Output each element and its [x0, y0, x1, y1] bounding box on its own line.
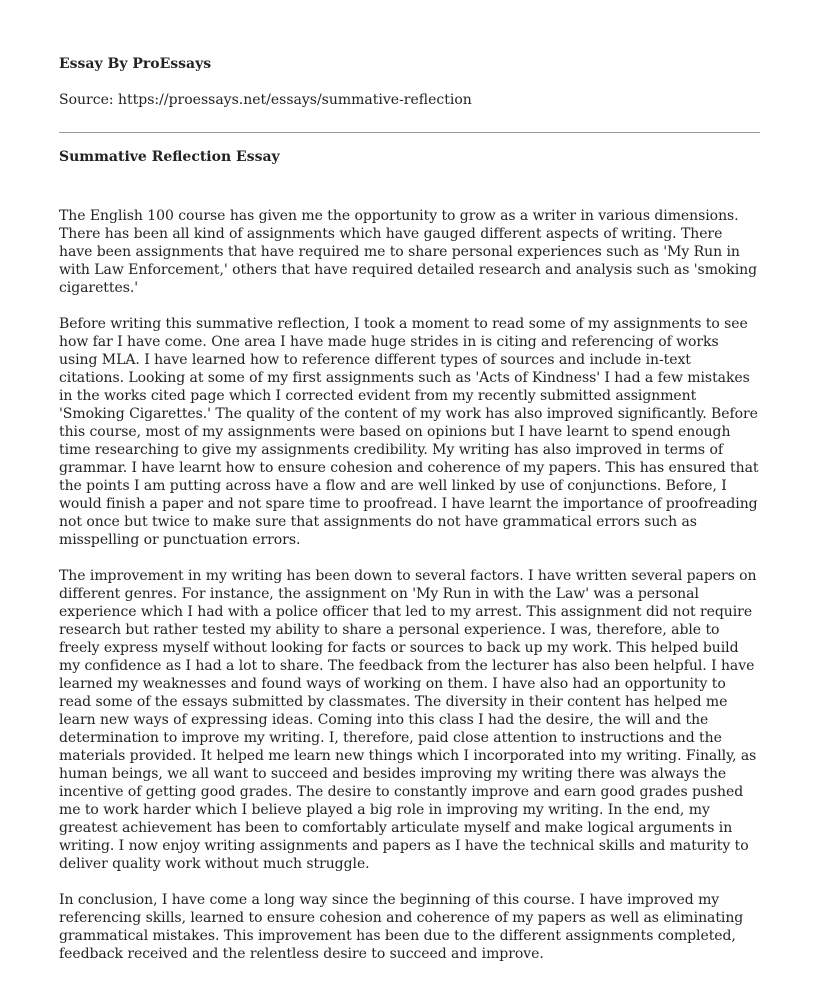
essay-paragraph: Before writing this summative reflection, I took a moment to read some of my assignments to see how far I have come. One area I have made huge strides in is citing and referencing of works using MLA. I have learned how to reference different types of sources and include in-text citations. Looking at some of my first assignments such as 'Acts of Kindness' I had a few mistakes in the works cited page which I corrected evident from my recently submitted assignment 'Smoking Cigarettes.' The quality of the content of my work has also improved significantly. Before this course, most of my assignments were based on opinions but I have learnt to spend enough time researching to give my assignments credibility. My writing has also improved in terms of grammar. I have learnt how to ensure cohesion and coherence of my papers. This has ensured that the points I am putting across have a flow and are well linked by use of conjunctions. Before, I would finish a paper and not spare time to proofread. I have learnt the importance of proofreading not once but twice to make sure that assignments do not have grammatical errors such as misspelling or punctuation errors. — [59, 316, 759, 548]
document-header — [59, 0, 760, 109]
essay-title: Summative Reflection Essay — [59, 149, 280, 165]
essay-paragraph: In conclusion, I have come a long way since the beginning of this course. I have improved my referencing skills, learned to ensure cohesion and coherence of my papers as well as eliminating grammatical mistakes. This improvement has been due to the different assignments completed, feedback received and the relentless desire to succeed and improve. — [59, 892, 744, 962]
header-divider — [59, 132, 760, 133]
essay-source: Source: https://proessays.net/essays/summative-reflection — [59, 92, 472, 108]
essay-brand: Essay By ProEssays — [59, 56, 212, 72]
essay-paragraph: The improvement in my writing has been down to several factors. I have written several papers on different genres. For instance, the assignment on 'My Run in with the Law' was a personal experience which I had with a police officer that led to my arrest. This assignment did not require research but rather tested my ability to share a personal experience. I was, therefore, able to freely express myself without looking for facts or sources to back up my work. This helped build my confidence as I had a lot to share. The feedback from the lecturer has also been helpful. I have learned my weaknesses and found ways of working on them. I have also had an opportunity to read some of the essays submitted by classmates. The diversity in their content has helped me learn new ways of expressing ideas. Coming into this class I had the desire, the will and the determination to improve my writing. I, therefore, paid close attention to instructions and the materials provided. It helped me learn new things which I incorporated into my writing. Finally, as human beings, we all want to succeed and besides improving my writing there was always the incentive of getting good grades. The desire to constantly improve and earn good grades pushed me to work harder which I believe played a big role in improving my writing. In the end, my greatest achievement has been to comfortably articulate myself and make logical arguments in writing. I now enjoy writing assignments and papers as I have the technical skills and maturity to deliver quality work without much struggle. — [59, 568, 757, 872]
essay-paragraph: The English 100 course has given me the opportunity to grow as a writer in various dimensions. There has been all kind of assignments which have gauged different aspects of writing. There have been assignments that have required me to share personal experiences such as 'My Run in with Law Enforcement,' others that have required detailed research and analysis such as 'smoking cigarettes.' — [59, 208, 758, 296]
essay-body — [59, 207, 760, 963]
